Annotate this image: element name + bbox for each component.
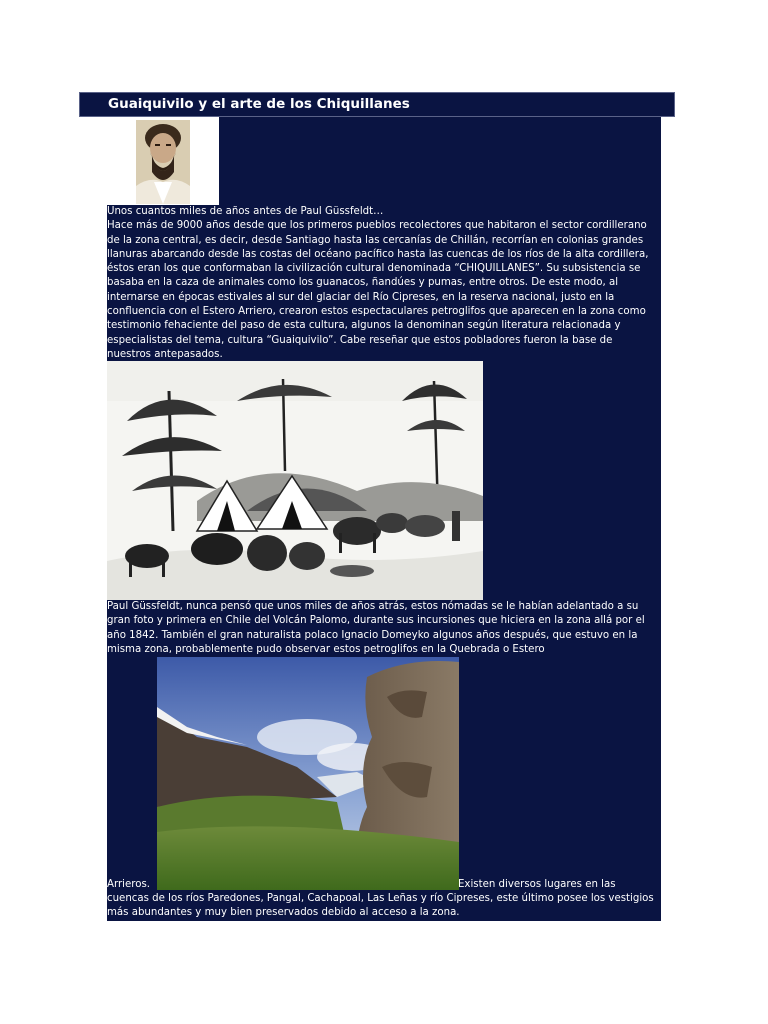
article-title-bar	[79, 92, 675, 117]
paragraph-arrieros-start: Arrieros.	[107, 879, 151, 890]
intro-line: Unos cuantos miles de años antes de Paul Güssfeldt…	[107, 206, 384, 217]
landscape-photo	[157, 657, 459, 890]
paragraph-gussfeldt: Paul Güssfeldt, nunca pensó que unos miles de años atrás, estos nómadas se le habían adelantado a su gran foto y primera en Chile del Volcán Palomo, durante sus incursiones que hiciera en la zona allá por el año 1842. También el gran naturalista polaco Ignacio Domeyko algunos años después, que estuvo en la misma zona, probablemente pudo observar estos petroglifos en la Quebrada o Estero	[107, 601, 645, 655]
article-title: Guaiquivilo y el arte de los Chiquillanes	[108, 96, 410, 112]
paragraph-arrieros-rest: cuencas de los ríos Paredones, Pangal, Cachapoal, Las Leñas y río Cipreses, este último posee los vestigios más abundantes y muy bien preservados debido al acceso a la zona.	[107, 893, 654, 919]
engraving-image	[107, 361, 483, 600]
paragraph-intro	[107, 205, 659, 362]
intro-body: Hace más de 9000 años desde que los primeros pueblos recolectores que habitaron el sector cordillerano de la zona central, es decir, desde Santiago hasta las cercanías de Chillán, recorrían en colonias grandes llanuras abarcando desde las costas del océano pacífico hasta las cuencas de los ríos de la alta cordillera, éstos eran los que conformaban la civilización cultural denominada “CHIQUILLANES”. Su subsistencia se basaba en la caza de animales como los guanacos, ñandúes y pumas, entre otros. De este modo, al internarse en épocas estivales al sur del glaciar del Río Cipreses, en la reserva nacional, justo en la confluencia con el Estero Arriero, crearon estos espectaculares petroglifos que aparecen en la zona como testimonio fehaciente del paso de esta cultura, algunos la denominan según literatura relacionada y especialistas del tema, cultura “Guaiquivilo”. Cabe reseñar que estos pobladores fueron la base de nuestros antepasados.	[107, 220, 649, 360]
portrait-image	[107, 117, 219, 205]
article-content	[107, 117, 661, 921]
paragraph-arrieros-continue: Existen diversos lugares en las	[458, 879, 616, 890]
